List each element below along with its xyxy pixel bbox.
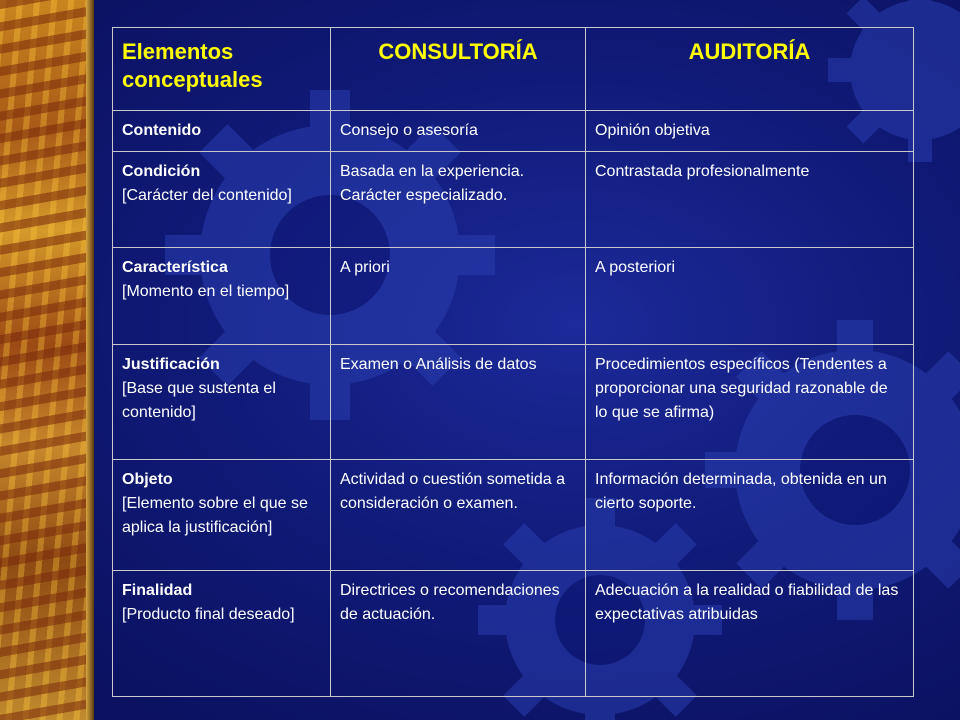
table-row [113,248,914,345]
table-row [113,152,914,248]
consultoria-cell: A priori [331,248,586,345]
row-term-detail: [Elemento sobre el que se aplica la justificación] [122,495,308,536]
consultoria-cell: Examen o Análisis de datos [331,345,586,460]
table-row [113,111,914,152]
side-strip-edge [86,0,94,720]
row-term: Condición [122,163,201,180]
row-term-cell [113,345,331,460]
row-term: Objeto [122,471,173,488]
row-term: Contenido [122,122,202,139]
table-row [113,345,914,460]
row-term-detail: [Base que sustenta el contenido] [122,380,276,421]
consultoria-cell: Actividad o cuestión sometida a consideración o examen. [331,460,586,571]
header-elementos: Elementos conceptuales [113,28,331,111]
decorative-side-strip [0,0,86,720]
row-term-cell [113,460,331,571]
consultoria-cell: Basada en la experiencia. Carácter especializado. [331,152,586,248]
auditoria-cell: A posteriori [586,248,914,345]
consultoria-cell: Directrices o recomendaciones de actuación. [331,571,586,697]
auditoria-cell: Procedimientos específicos (Tendentes a proporcionar una seguridad razonable de lo que se afirma) [586,345,914,460]
row-term: Finalidad [122,582,193,599]
header-row [113,28,914,111]
row-term-detail: [Producto final deseado] [122,606,295,623]
row-term-detail: [Carácter del contenido] [122,187,292,204]
row-term-cell [113,152,331,248]
auditoria-cell: Contrastada profesionalmente [586,152,914,248]
row-term-cell [113,571,331,697]
table-row [113,460,914,571]
row-term: Justificación [122,356,220,373]
row-term: Característica [122,259,228,276]
auditoria-cell: Adecuación a la realidad o fiabilidad de las expectativas atribuidas [586,571,914,697]
row-term-cell [113,248,331,345]
table-row [113,571,914,697]
header-consultoria: CONSULTORÍA [331,28,586,111]
row-term-cell [113,111,331,152]
comparison-table [112,27,914,697]
row-term-detail: [Momento en el tiempo] [122,283,290,300]
consultoria-cell: Consejo o asesoría [331,111,586,152]
auditoria-cell: Información determinada, obtenida en un cierto soporte. [586,460,914,571]
header-auditoria: AUDITORÍA [586,28,914,111]
auditoria-cell: Opinión objetiva [586,111,914,152]
